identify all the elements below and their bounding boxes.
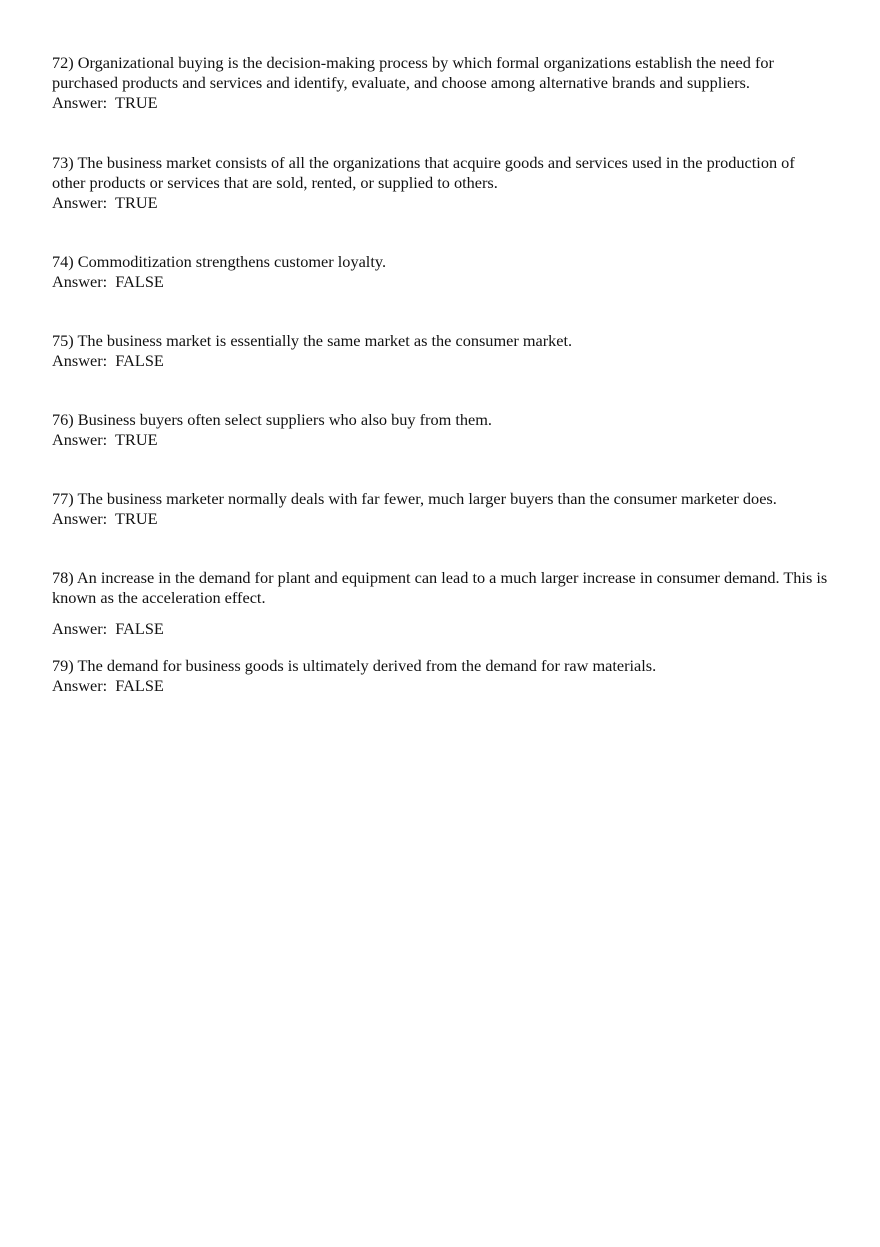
question-79 xyxy=(52,656,832,696)
question-text: 73) The business market consists of all the organizations that acquire goods and services used in the production of other products or services that are sold, rented, or supplied to others. xyxy=(52,153,795,192)
question-text: 76) Business buyers often select suppliers who also buy from them. xyxy=(52,410,492,429)
question-answer: Answer: FALSE xyxy=(52,272,164,291)
question-text: 74) Commoditization strengthens customer loyalty. xyxy=(52,252,387,271)
question-77 xyxy=(52,489,832,529)
question-78 xyxy=(52,568,832,639)
question-answer: Answer: FALSE xyxy=(52,676,164,695)
question-answer: Answer: TRUE xyxy=(52,193,158,212)
question-answer: Answer: TRUE xyxy=(52,430,158,449)
question-answer: Answer: FALSE xyxy=(52,619,164,638)
question-answer: Answer: TRUE xyxy=(52,93,158,112)
question-text: 78) An increase in the demand for plant and equipment can lead to a much larger increase in consumer demand. This is known as the acceleration effect. xyxy=(52,568,828,607)
question-text: 79) The demand for business goods is ultimately derived from the demand for raw materials. xyxy=(52,656,657,675)
question-74 xyxy=(52,252,832,292)
question-answer: Answer: TRUE xyxy=(52,509,158,528)
question-72 xyxy=(52,53,832,113)
question-76 xyxy=(52,410,832,450)
question-75 xyxy=(52,331,832,371)
question-text: 75) The business market is essentially the same market as the consumer market. xyxy=(52,331,573,350)
question-text: 72) Organizational buying is the decision-making process by which formal organizations establish the need for purchased products and services and identify, evaluate, and choose among alternative brands and suppliers. xyxy=(52,53,774,92)
question-73 xyxy=(52,153,832,213)
question-text: 77) The business marketer normally deals with far fewer, much larger buyers than the consumer marketer does. xyxy=(52,489,777,508)
question-answer: Answer: FALSE xyxy=(52,351,164,370)
